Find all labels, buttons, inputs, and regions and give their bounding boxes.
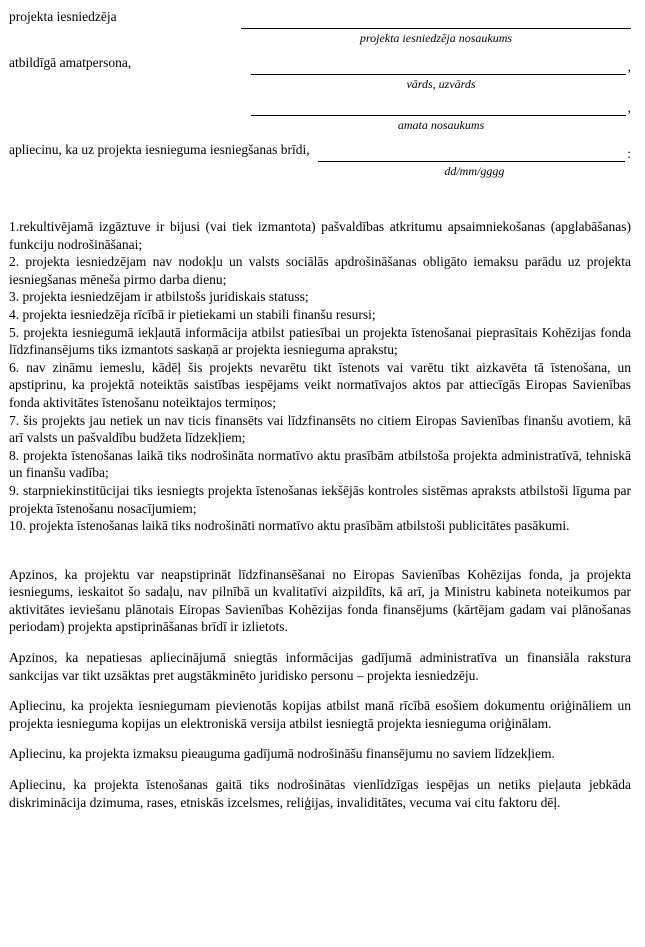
declaration-item: 7. šis projekts jau netiek un nav ticis finansēts vai līdzfinansēts no citiem Eiropas Savienības finanšu avotiem, kā arī valsts un pašvaldību budžeta līdzekļiem; — [9, 412, 631, 446]
declaration-item: 1.rekultivējamā izgāztuve ir bijusi (vai tiek izmantota) pašvaldības atkritumu apsaimniekošanas (apglabāšanas) funkciju nodrošināšanai; — [9, 219, 631, 252]
position-field-caption: amata nosaukums — [397, 118, 485, 132]
declaration-item: 9. starpniekinstitūcijai tiks iesniegts projekta īstenošanas iekšējās kontroles sistēmas apraksts atbilstoši līguma par projekta īstenošanu nosacījumiem; — [9, 482, 631, 516]
official-field-wrap — [251, 59, 631, 91]
declaration-item: 6. nav zināmu iemeslu, kādēļ šis projekts nevarētu tikt īstenots vai varētu tikt aizkavēta tā īstenošana, un apstiprinu, ka projektā noteiktās saistības iespējams veikt normatīvajos aktos par attiecīgās Eiropas Savienības fonda aktivitātes īstenošanu noteiktajos termiņos; — [9, 359, 631, 410]
form-row-official — [9, 54, 631, 91]
applicant-field-wrap — [241, 13, 631, 45]
date-blank-field — [318, 146, 626, 162]
official-suffix: , — [627, 59, 631, 74]
applicant-label: projekta iesniedzēja — [9, 9, 117, 24]
statement-paragraph: Apzinos, ka projektu var neapstiprināt līdzfinansēšanai no Eiropas Savienības Kohēzijas fonda, ja projekta iesniegums, ieskaitot šo sadaļu, nav pilnībā un kvalitatīvi aizpildīts, kā arī, ja Ministru kabineta noteikumos par aktivitātes ieviešanu plānotais Eiropas Savienības Kohēzijas fonda finansējums (kārtējam gadam vai plānošanas periodam) projekta apstiprināšanas brīdī ir izlietots. — [9, 566, 631, 635]
position-blank-field — [251, 100, 626, 116]
form-row-position — [9, 95, 631, 132]
statement-paragraphs — [9, 566, 631, 812]
declaration-item: 10. projekta īstenošanas laikā tiks nodrošināti normatīvo aktu prasībām atbilstoši publicitātes pasākumi. — [9, 518, 570, 534]
statement-paragraph: Apliecinu, ka projekta izmaksu pieauguma gadījumā nodrošināšu finansējumu no saviem līdzekļiem. — [9, 746, 555, 762]
declaration-item: 4. projekta iesniedzēja rīcībā ir pietiekami un stabili finanšu resursi; — [9, 306, 376, 322]
declaration-item: 8. projekta īstenošanas laikā tiks nodrošināta normatīvo aktu prasībām atbilstoša projekta administratīvā, tehniskā un finanšu vadība; — [9, 447, 631, 481]
applicant-blank-field — [241, 13, 631, 29]
date-field-wrap — [318, 146, 631, 178]
declaration-item: 2. projekta iesniedzējam nav nodokļu un valsts sociālās apdrošināšanas obligāto iemaksu parādu uz projekta iesniegšanas mēneša pirmo darba dienu; — [9, 254, 631, 287]
statement-paragraph: Apliecinu, ka projekta īstenošanas gaitā tiks nodrošinātas vienlīdzīgas iespējas un netiks pieļauta jebkāda diskriminācija dzimuma, rases, etniskās izcelsmes, reliģijas, invaliditātes, vecuma vai citu faktoru dēļ. — [9, 777, 631, 810]
form-row-date — [9, 141, 631, 178]
declaration-list — [9, 218, 631, 535]
statement-paragraph: Apliecinu, ka projekta iesniegumam pievienotās kopijas atbilst manā rīcībā esošiem dokumentu oriģināliem un projekta iesnieguma kopijas un elektroniskā versija atbilst iesniegtā projekta iesnieguma oriģinālam. — [9, 698, 631, 731]
statement-paragraph: Apzinos, ka nepatiesas apliecinājumā sniegtās informācijas gadījumā administratīva un finansiāla rakstura sankcijas var tikt uzsāktas pret augstākminēto juridisko personu – projekta iesniedzēju. — [9, 650, 631, 683]
declaration-item: 3. projekta iesniedzējam ir atbilstošs juridiskais statuss; — [9, 289, 309, 305]
position-field-wrap — [251, 100, 631, 132]
form-row-applicant — [9, 8, 631, 45]
official-field-caption: vārds, uzvārds — [406, 77, 476, 91]
date-field-caption: dd/mm/gggg — [444, 164, 505, 178]
official-label: atbildīgā amatpersona, — [9, 55, 132, 70]
date-suffix: : — [627, 146, 631, 161]
declaration-item: 5. projekta iesniegumā iekļautā informācija atbilst patiesībai un projekta īstenošanai pieprasītais Kohēzijas fonda līdzfinansējums tiks izmantots saskaņā ar projekta iesnieguma aprakstu; — [9, 324, 631, 358]
position-suffix: , — [627, 100, 631, 115]
applicant-field-caption: projekta iesniedzēja nosaukums — [359, 31, 513, 45]
official-blank-field — [251, 59, 626, 75]
date-label: apliecinu, ka uz projekta iesnieguma iesniegšanas brīdi, — [9, 142, 310, 157]
